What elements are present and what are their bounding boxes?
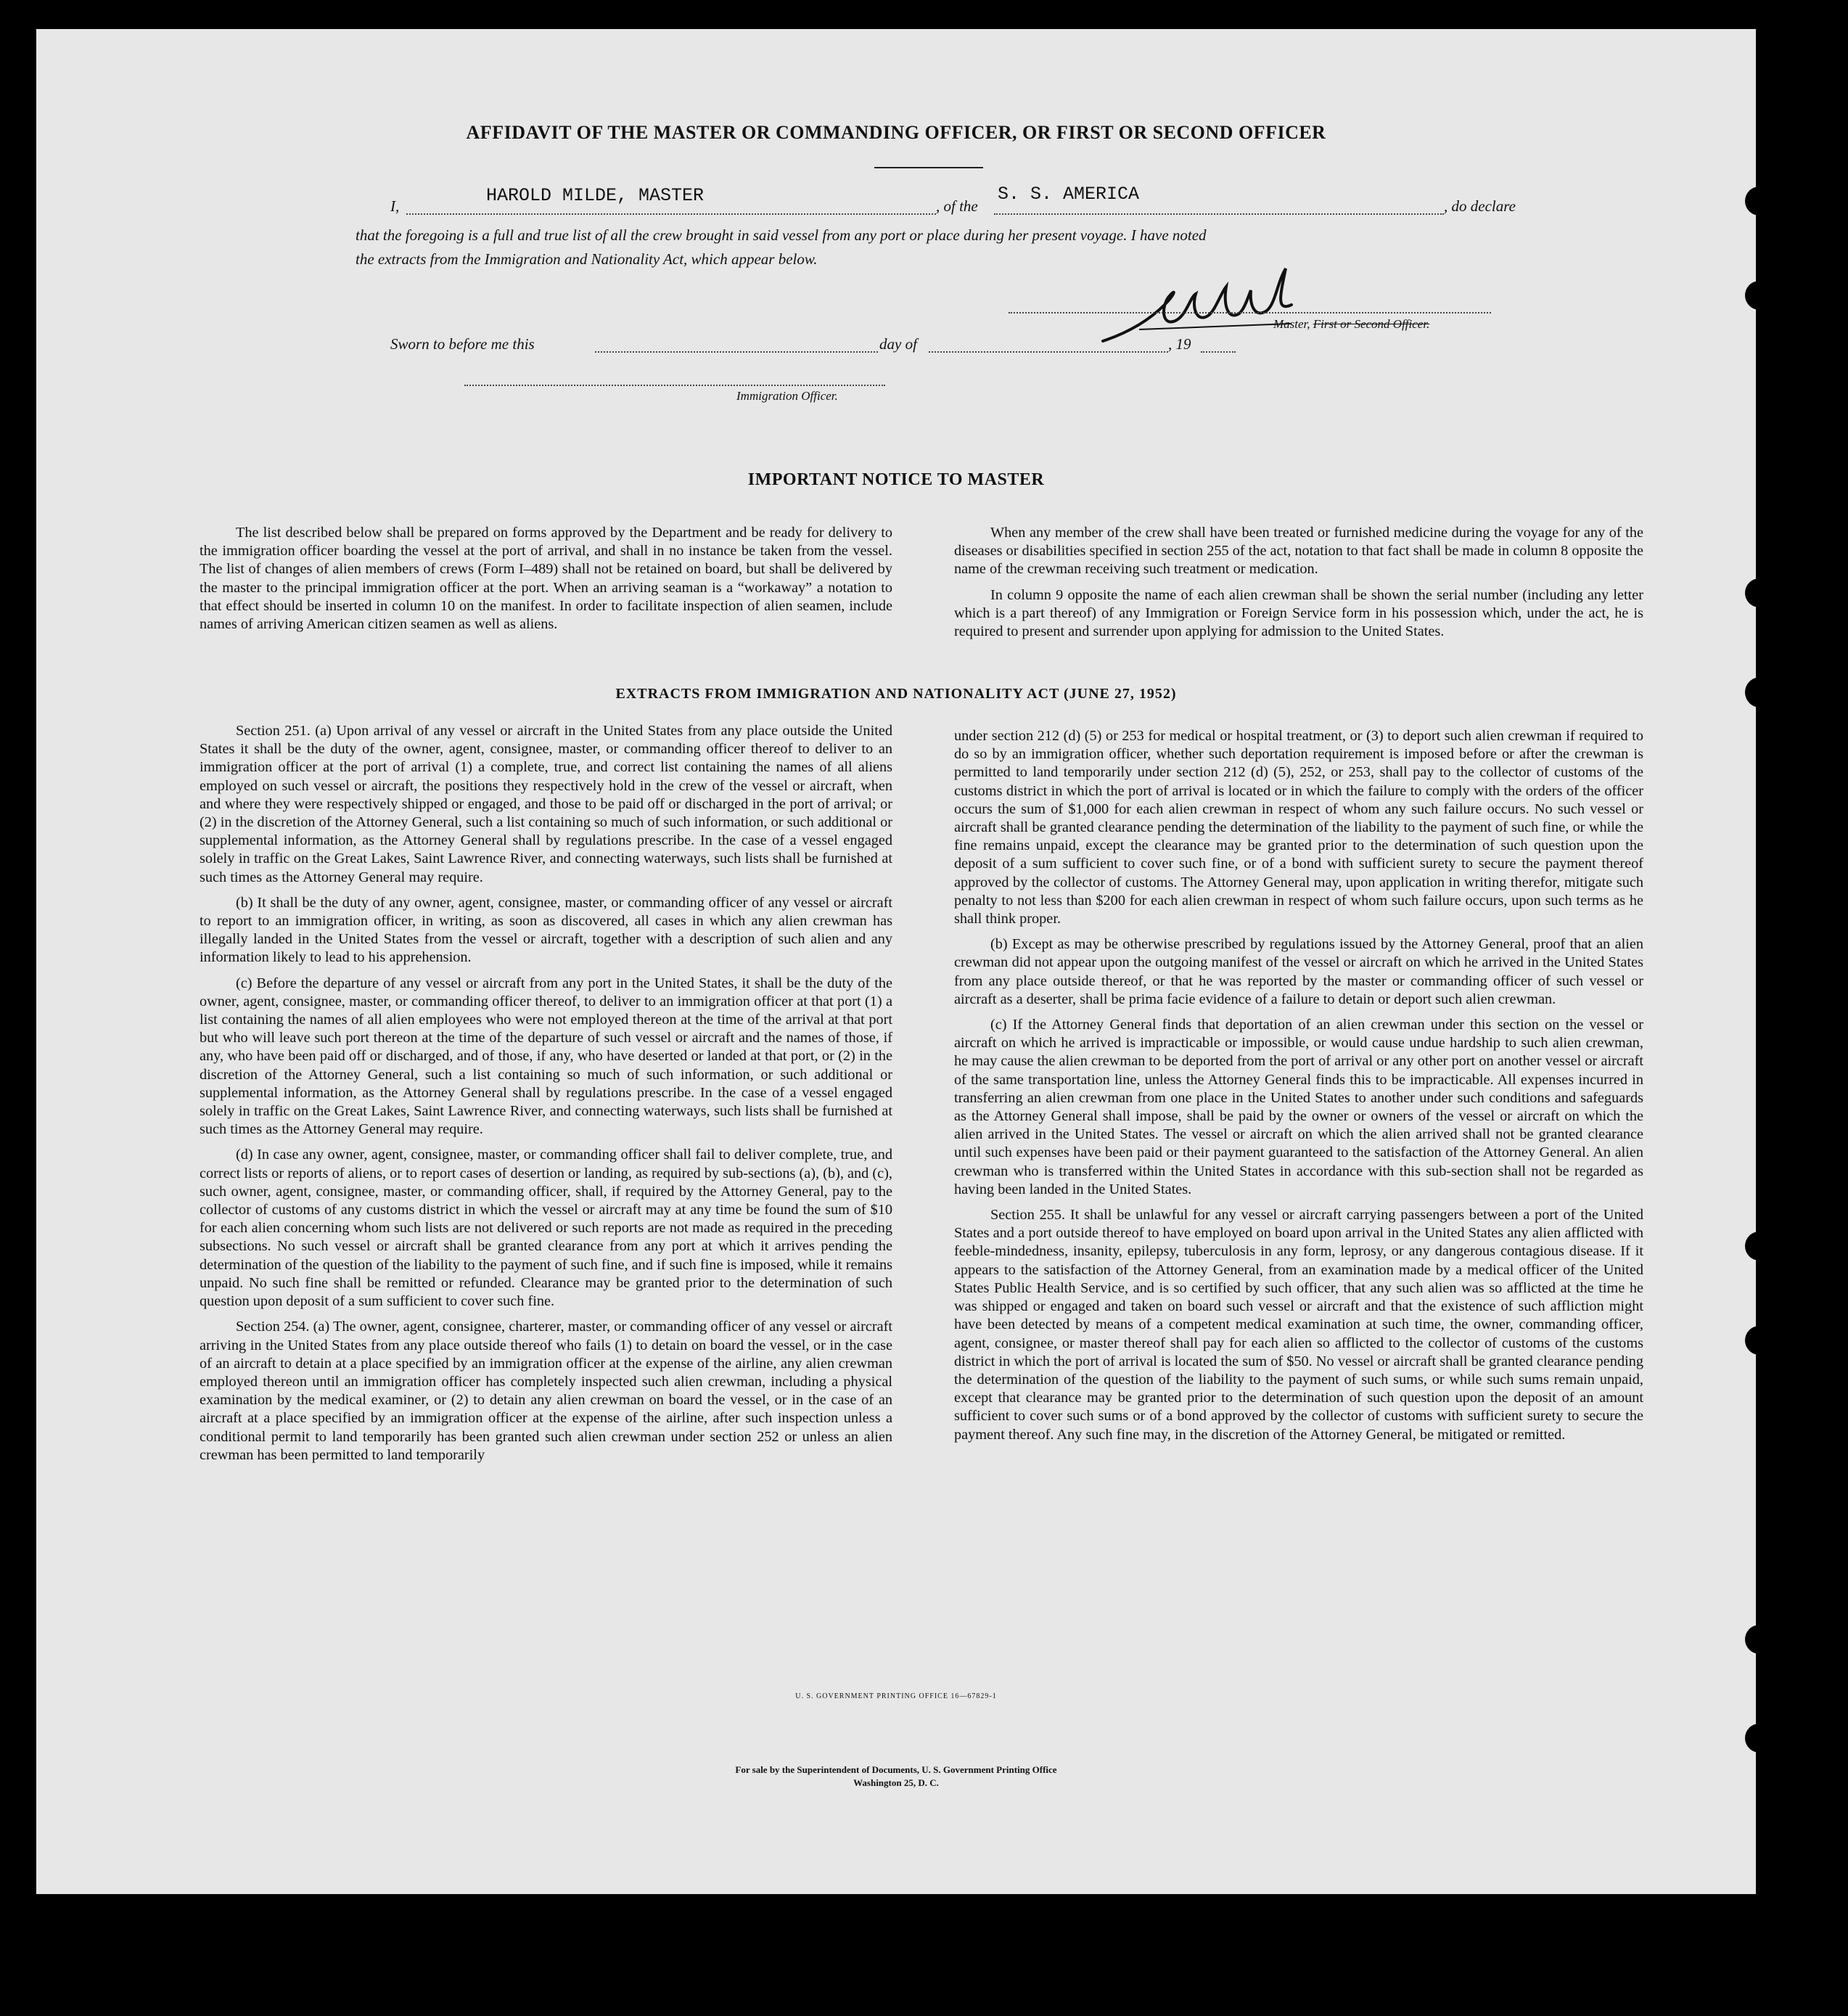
master-signature (1096, 254, 1328, 356)
binder-hole (1745, 1625, 1774, 1654)
statement-line-2: the extracts from the Immigration and Nationality Act, which appear below. (356, 250, 818, 268)
section-251-d: (d) In case any owner, agent, consignee, master, or commanding officer shall fail to deliver complete, true, and correct lists or reports of aliens, or to report cases of desertion or landing, as required by sub-sections (a), (b), and (c), such owner, agent, consignee, master, or commanding officer, shall, if required by the Attorney General, pay to the collector of customs of any customs district in which the vessel or aircraft may at any time be found the sum of $10 for each alien concerning whom such lists are not delivered or such reports are not made as required in the preceding subsections. No such vessel or aircraft shall be granted clearance from any port at which it arrives pending the determination of the question of the liability to the payment of such fine, and if such fine is imposed, while it remains unpaid. No such fine shall be remitted or refunded. Clearance may be granted prior to the determination of such question upon deposit of a sum sufficient to cover such fine. (200, 1147, 892, 1310)
notice-right-column (954, 524, 1643, 641)
binder-hole (1745, 677, 1775, 708)
section-251-a: Section 251. (a) Upon arrival of any vessel or aircraft in the United States from any place outside the United States it shall be the duty of the owner, agent, consignee, master, or commanding officer thereof to deliver to an immigration officer at the port of arrival (1) a complete, true, and correct list containing the names of all aliens employed on such vessel or aircraft, the positions they respectively hold in the crew of the vessel or aircraft, when and where they were respectively shipped or engaged, and those to be paid off or discharged in the port of arrival; or (2) in the discretion of the Attorney General, such a list containing so much of such information, or such additional or supplemental information, as the Attorney General shall by regulations prescribe. In the case of a vessel engaged solely in traffic on the Great Lakes, Saint Lawrence River, and connecting waterways, such lists shall be furnished at such times as the Attorney General may require. (200, 723, 892, 885)
section-255: Section 255. It shall be unlawful for any vessel or aircraft carrying passengers between a port of the United States and a port outside thereof to have employed on board upon arrival in the United States any alien afflicted with feeble-mindedness, insanity, epilepsy, tuberculosis in any form, leprosy, or any dangerous contagious disease. If it appears to the satisfaction of the Attorney General, from an examination made by a medical officer of the United States Public Health Service, and is so certified by such officer, that any such alien was so afflicted at the time he was shipped or engaged and taken on board such vessel or aircraft and that the existence of such affliction might have been detected by means of a competent medical examination at such time, the owner, commanding officer, agent, consignee, or master thereof shall pay for each alien so afflicted to the collector of customs of the customs district in which the port of arrival is located the sum of $50. No vessel or aircraft shall be granted clearance pending the determination of the question of the liability to the payment of such sums, or while such sums remain unpaid, except that clearance may be granted prior to the determination of such question upon the deposit of an amount sufficient to cover such sums or of a bond approved by the collector of customs with sufficient surety to secure the payment thereof. Any such fine may, in the discretion of the Attorney General, be mitigated or remitted. (954, 1207, 1643, 1443)
officer-line (464, 385, 885, 386)
i-label: I, (390, 197, 400, 215)
section-254-a-continued: under section 212 (d) (5) or 253 for medical or hospital treatment, or (3) to deport such alien crewman if required to do so by an immigration officer, whether such deportation requirement is imposed before or after the crewman is permitted to land temporarily under section 212 (d) (5), 252, or 253, shall pay to the collector of customs of the customs district in which the port of arrival is located or in which the failure to comply with the orders of the officer occurs the sum of $1,000 for each alien crewman in respect of whom any such failure occurs. No such vessel or aircraft shall be granted clearance pending the determination of the liability to the payment of such fine, or while the fine remains unpaid, except the clearance may be granted prior to the determination of such question upon the deposit of a sum sufficient to cover such fine, or of a bond with sufficient surety to secure the payment thereof approved by the collector of customs. The Attorney General may, upon application in writing therefor, mitigate such penalty to not less than $200 for each alien crewman in respect of whom such failure occurs, upon such terms as he shall think proper. (954, 728, 1643, 927)
extracts-right-column (954, 727, 1643, 1444)
section-254-c: (c) If the Attorney General finds that deportation of an alien crewman under this section on the vessel or aircraft on which he arrived is impracticable or impossible, or would cause undue hardship to such alien crewman, he may cause the alien crewman to be deported from the port of arrival or any other port on another vessel or aircraft of the same transportation line, unless the Attorney General finds this to be impracticable. All expenses incurred in transferring an alien crewman from one place in the United States to another under such conditions and safeguards as the Attorney General shall impose, shall be paid by the owner or owners of the vessel or aircraft on which the alien arrived in the United States. The vessel or aircraft on which the alien arrived shall not be granted clearance until such expenses have been paid or their payment guaranteed to the satisfaction of the Attorney General. An alien crewman who is transferred within the United States in accordance with this sub-section shall not be regarded as having been landed in the United States. (954, 1017, 1643, 1197)
extracts-title: EXTRACTS FROM IMMIGRATION AND NATIONALITY ACT (JUNE 27, 1952) (615, 686, 1177, 702)
affidavit-title: AFFIDAVIT OF THE MASTER OR COMMANDING OFFICER, OR FIRST OR SECOND OFFICER (466, 122, 1326, 143)
binder-hole (1745, 1724, 1774, 1753)
binder-hole (1745, 1232, 1774, 1261)
vessel-name: S. S. AMERICA (998, 184, 1140, 205)
immigration-officer-label: Immigration Officer. (736, 389, 838, 403)
section-254-a: Section 254. (a) The owner, agent, consignee, charterer, master, or commanding officer of any vessel or aircraft arriving in the United States from any place outside thereof who fails (1) to detain on board the vessel, or in the case of an aircraft to detain at a place specified by an immigration officer at the expense of the airline, any alien crewman employed thereon until an immigration officer has completely inspected such alien crewman, including a physical examination by the medical examiner, or (2) to detain any alien crewman on board the vessel, or in the case of an aircraft at a place specified by an immigration officer at the expense of the airline, after such inspection unless a conditional permit to land temporarily has been granted such alien crewman under section 252 or unless an alien crewman has been permitted to land temporarily (200, 1319, 892, 1463)
printing-office-line: U. S. GOVERNMENT PRINTING OFFICE 16—67829-1 (795, 1692, 997, 1700)
master-label: Master, (1273, 317, 1310, 331)
notice-left-text: The list described below shall be prepared on forms approved by the Department and be ready for delivery to the immigration officer boarding the vessel at the port of arrival, and shall in no instance be taken from the vessel. The list of changes of alien members of crews (Form I–489) shall not be retained on board, but shall be delivered by the master to the principal immigration officer at the port. When an arriving seaman is a “workaway” a notation to that effect should be inserted in column 10 on the manifest. In order to facilitate inspection of alien seamen, include names of arriving American citizen seamen as well as aliens. (200, 525, 892, 633)
month-line (929, 351, 1168, 353)
notice-left-column (200, 524, 892, 634)
year-label: , 19 (1168, 335, 1191, 353)
sale-line-1: For sale by the Superintendent of Documents, U. S. Government Printing Office (735, 1764, 1057, 1775)
statement-line-1: that the foregoing is a full and true list of all the crew brought in said vessel from any port or place during her present voyage. I have noted (356, 226, 1207, 244)
signature-line (1009, 312, 1491, 314)
binder-hole (1745, 187, 1774, 216)
master-title-label (1273, 317, 1429, 332)
title-rule (874, 167, 983, 168)
struck-officer-label: First or Second Officer. (1313, 317, 1430, 331)
section-251-b: (b) It shall be the duty of any owner, agent, consignee, master, or commanding officer of any vessel or aircraft to report to an immigration officer, in writing, as soon as discovered, all cases in which any alien crewman has illegally landed in the United States from the vessel or aircraft, together with a description of such alien and any information likely to lead to his apprehension. (200, 894, 892, 966)
day-of-label: day of (879, 335, 917, 353)
of-the-label: , of the (936, 197, 978, 215)
notice-title: IMPORTANT NOTICE TO MASTER (747, 470, 1045, 489)
sale-line-2: Washington 25, D. C. (853, 1777, 939, 1788)
notice-right-text-2: In column 9 opposite the name of each alien crewman shall be shown the serial number (including any letter which is a part thereof) of any Immigration or Foreign Service form in his possession which, under the act, he is required to present and surrender upon applying for admission to the United States. (954, 586, 1643, 640)
name-line (406, 213, 936, 215)
vessel-line (994, 213, 1444, 215)
year-line (1201, 351, 1236, 353)
document-page (36, 29, 1756, 1894)
binder-hole (1745, 578, 1774, 607)
do-declare-label: , do declare (1444, 197, 1516, 215)
binder-hole (1745, 281, 1774, 310)
section-251-c: (c) Before the departure of any vessel or aircraft from any port in the United States, it shall be the duty of the owner, agent, consignee, master, or commanding officer thereof, to deliver to an immigration officer at that port (1) a list containing the names of all alien employees who were not employed thereon at the time of the arrival at that port but who will leave such port thereon at the time of the departure of such vessel or aircraft and the names of those, if any, who have been paid off or discharged, and of those, if any, who have deserted or landed at that port, or (2) in the discretion of the Attorney General, such a list containing so much of such information, or such additional or supplemental information, as the Attorney General shall by regulations prescribe. In the case of a vessel engaged solely in traffic on the Great Lakes, Saint Lawrence River, and connecting waterways, such lists shall be furnished at such times as the Attorney General may require. (200, 975, 892, 1138)
binder-hole (1745, 1326, 1774, 1355)
section-254-b: (b) Except as may be otherwise prescribed by regulations issued by the Attorney General, proof that an alien crewman did not appear upon the outgoing manifest of the vessel or aircraft on which he arrived in the United States from any place outside thereof, or that he was reported by the master or commanding officer of such vessel or aircraft as a deserter, shall be prima facie evidence of a failure to detain or deport such alien crewman. (954, 936, 1643, 1007)
sworn-label: Sworn to before me this (390, 335, 535, 353)
sworn-day-line (595, 351, 878, 353)
extracts-left-column (200, 722, 892, 1464)
master-name: HAROLD MILDE, MASTER (486, 185, 705, 206)
notice-right-text-1: When any member of the crew shall have been treated or furnished medicine during the voyage for any of the diseases or disabilities specified in section 255 of the act, notation to that fact shall be made in column 8 opposite the name of the crewman receiving such treatment or medication. (954, 525, 1643, 578)
